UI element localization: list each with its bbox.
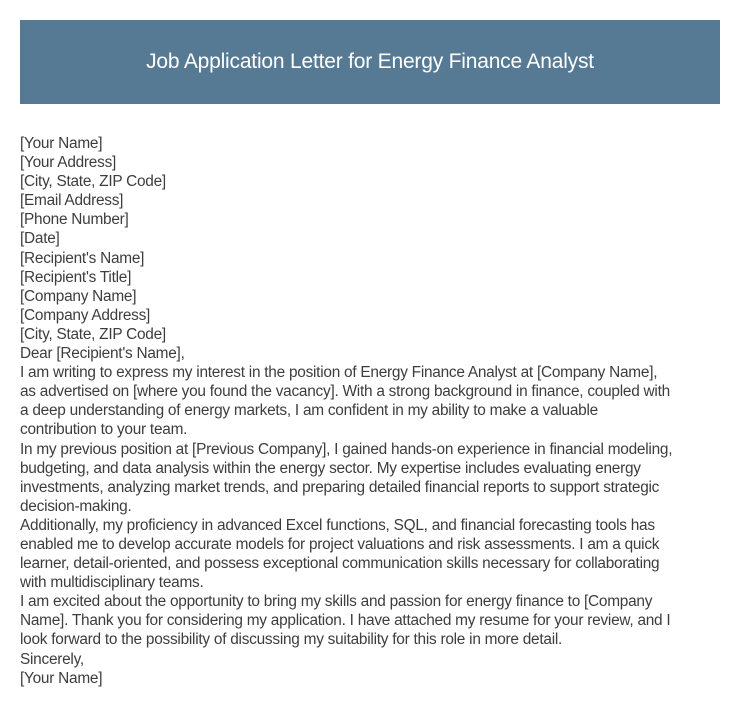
- paragraph-skills: [20, 516, 725, 592]
- paragraph-line: as advertised on [where you found the vacancy]. With a strong background in finance, coupled with: [20, 383, 670, 401]
- letter-header: [20, 20, 720, 104]
- paragraph-line: decision-making.: [20, 497, 132, 515]
- sender-address: [Your Address]: [20, 154, 117, 172]
- sender-email: [Email Address]: [20, 192, 124, 210]
- paragraph-line: contribution to your team.: [20, 421, 188, 439]
- signature: [Your Name]: [20, 669, 103, 687]
- letter-body: [20, 134, 725, 688]
- closing: Sincerely,: [20, 650, 84, 668]
- recipient-title: [Recipient's Title]: [20, 268, 132, 286]
- paragraph-line: I am writing to express my interest in the position of Energy Finance Analyst at [Company Name],: [20, 364, 658, 382]
- paragraph-line: I am excited about the opportunity to bring my skills and passion for energy finance to [Company: [20, 593, 653, 611]
- salutation: Dear [Recipient's Name],: [20, 345, 185, 363]
- paragraph-line: enabled me to develop accurate models for project valuations and risk assessments. I am a quick: [20, 535, 660, 553]
- recipient-company-address: [Company Address]: [20, 306, 151, 324]
- sender-block: [20, 134, 725, 229]
- sender-name: [Your Name]: [20, 135, 103, 152]
- paragraph-experience: [20, 440, 725, 516]
- recipient-block: [20, 249, 725, 344]
- paragraph-line: a deep understanding of energy markets, I am confident in my ability to make a valuable: [20, 402, 598, 420]
- paragraph-line: learner, detail-oriented, and possess exceptional communication skills necessary for collaborating: [20, 555, 660, 573]
- page-title: Job Application Letter for Energy Finance Analyst: [146, 50, 594, 73]
- recipient-city-state-zip: [City, State, ZIP Code]: [20, 325, 166, 343]
- paragraph-intro: [20, 363, 725, 439]
- paragraph-line: budgeting, and data analysis within the energy sector. My expertise includes evaluating energy: [20, 459, 641, 477]
- paragraph-line: In my previous position at [Previous Company], I gained hands-on experience in financial modeling,: [20, 440, 673, 458]
- paragraph-line: Additionally, my proficiency in advanced Excel functions, SQL, and financial forecasting tools has: [20, 516, 655, 534]
- recipient-company: [Company Name]: [20, 287, 137, 305]
- recipient-name: [Recipient's Name]: [20, 249, 145, 267]
- paragraph-line: with multidisciplinary teams.: [20, 574, 204, 592]
- paragraph-line: Name]. Thank you for considering my application. I have attached my resume for your review, and I: [20, 612, 671, 630]
- sender-phone: [Phone Number]: [20, 211, 129, 229]
- paragraph-closing: [20, 592, 725, 649]
- sender-city-state-zip: [City, State, ZIP Code]: [20, 173, 166, 191]
- paragraph-line: look forward to the possibility of discussing my suitability for this role in more detail.: [20, 631, 563, 649]
- letter-date: [Date]: [20, 230, 60, 248]
- paragraph-line: investments, analyzing market trends, and preparing detailed financial reports to support strategic: [20, 478, 660, 496]
